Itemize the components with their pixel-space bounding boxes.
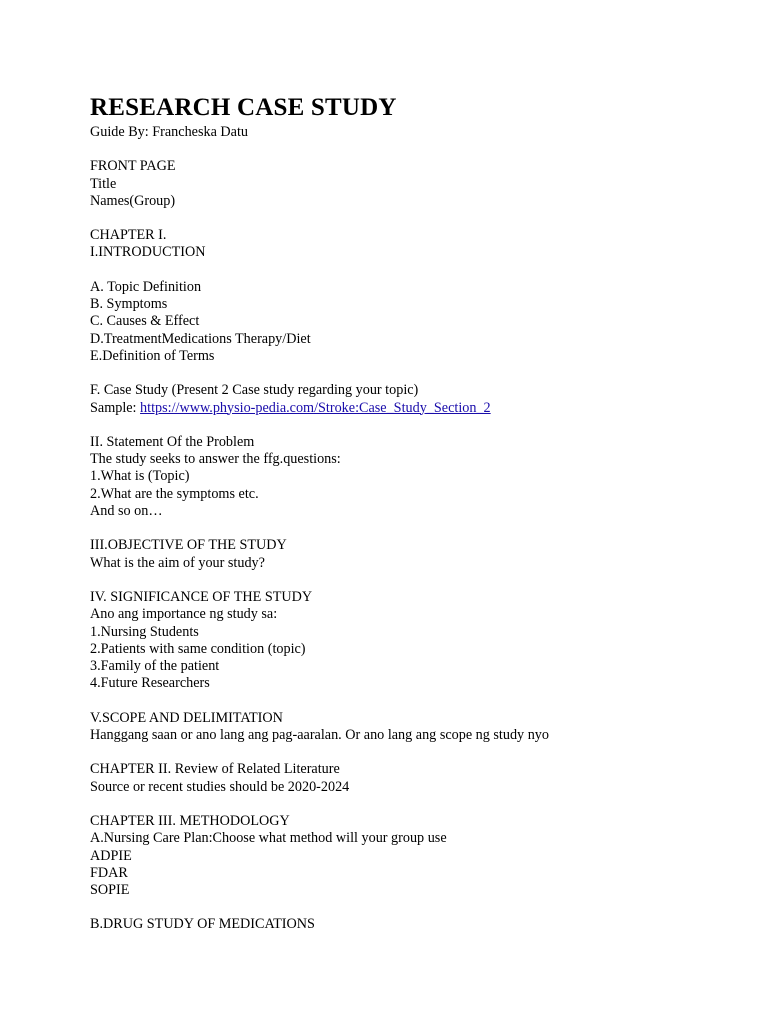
intro-item: A. Topic Definition: [90, 278, 202, 295]
problem-line: 2.What are the symptoms etc.: [90, 485, 259, 502]
significance-line: 4.Future Researchers: [90, 675, 210, 692]
chapter-2-heading: CHAPTER II. Review of Related Literature: [90, 761, 340, 778]
intro-item: C. Causes & Effect: [90, 313, 200, 330]
chapter-1-heading: CHAPTER I.: [90, 227, 167, 244]
method-item: FDAR: [90, 864, 128, 881]
spacer: [90, 417, 730, 434]
spacer: [90, 520, 730, 537]
spacer: [90, 796, 730, 813]
case-study-item: F. Case Study (Present 2 Case study regarding your topic): [90, 382, 419, 399]
significance-line: 1.Nursing Students: [90, 623, 199, 640]
front-page-heading: FRONT PAGE: [90, 158, 176, 175]
front-page-item: Title: [90, 175, 117, 192]
spacer: [90, 572, 730, 589]
method-item: ADPIE: [90, 847, 132, 864]
spacer: [90, 744, 730, 761]
introduction-heading: I.INTRODUCTION: [90, 244, 206, 261]
nursing-care-plan-line: A.Nursing Care Plan:Choose what method will your group use: [90, 830, 447, 847]
significance-heading: IV. SIGNIFICANCE OF THE STUDY: [90, 588, 313, 605]
spacer: [90, 899, 730, 916]
problem-heading: II. Statement Of the Problem: [90, 433, 255, 450]
spacer: [90, 693, 730, 710]
scope-line: Hanggang saan or ano lang ang pag-aaralan. Or ano lang ang scope ng study nyo: [90, 727, 549, 744]
drug-study-line: B.DRUG STUDY OF MEDICATIONS: [90, 916, 315, 933]
spacer: [90, 365, 730, 382]
significance-line: 3.Family of the patient: [90, 658, 220, 675]
chapter-2-line: Source or recent studies should be 2020-2024: [90, 778, 350, 795]
document-title: RESEARCH CASE STUDY: [90, 94, 397, 121]
intro-item: D.TreatmentMedications Therapy/Diet: [90, 330, 311, 347]
front-page-item: Names(Group): [90, 192, 176, 209]
scope-heading: V.SCOPE AND DELIMITATION: [90, 709, 283, 726]
method-item: SOPIE: [90, 882, 130, 899]
objective-heading: III.OBJECTIVE OF THE STUDY: [90, 537, 287, 554]
objective-line: What is the aim of your study?: [90, 554, 265, 571]
guide-line: Guide By: Francheska Datu: [90, 124, 248, 140]
spacer: [90, 141, 730, 158]
chapter-3-heading: CHAPTER III. METHODOLOGY: [90, 812, 290, 829]
problem-line: And so on…: [90, 503, 163, 520]
sample-label: Sample:: [90, 399, 141, 416]
significance-line: 2.Patients with same condition (topic): [90, 640, 306, 657]
sample-line: [90, 400, 730, 417]
sample-link[interactable]: https://www.physio-pedia.com/Stroke:Case_Study_Section_2: [140, 399, 491, 416]
problem-line: 1.What is (Topic): [90, 468, 190, 485]
intro-item: E.Definition of Terms: [90, 347, 215, 364]
spacer: [90, 210, 730, 227]
intro-item: B. Symptoms: [90, 296, 168, 313]
spacer: [90, 262, 730, 279]
document-page: [90, 92, 730, 934]
significance-line: Ano ang importance ng study sa:: [90, 606, 278, 623]
problem-line: The study seeks to answer the ffg.questions:: [90, 451, 341, 468]
